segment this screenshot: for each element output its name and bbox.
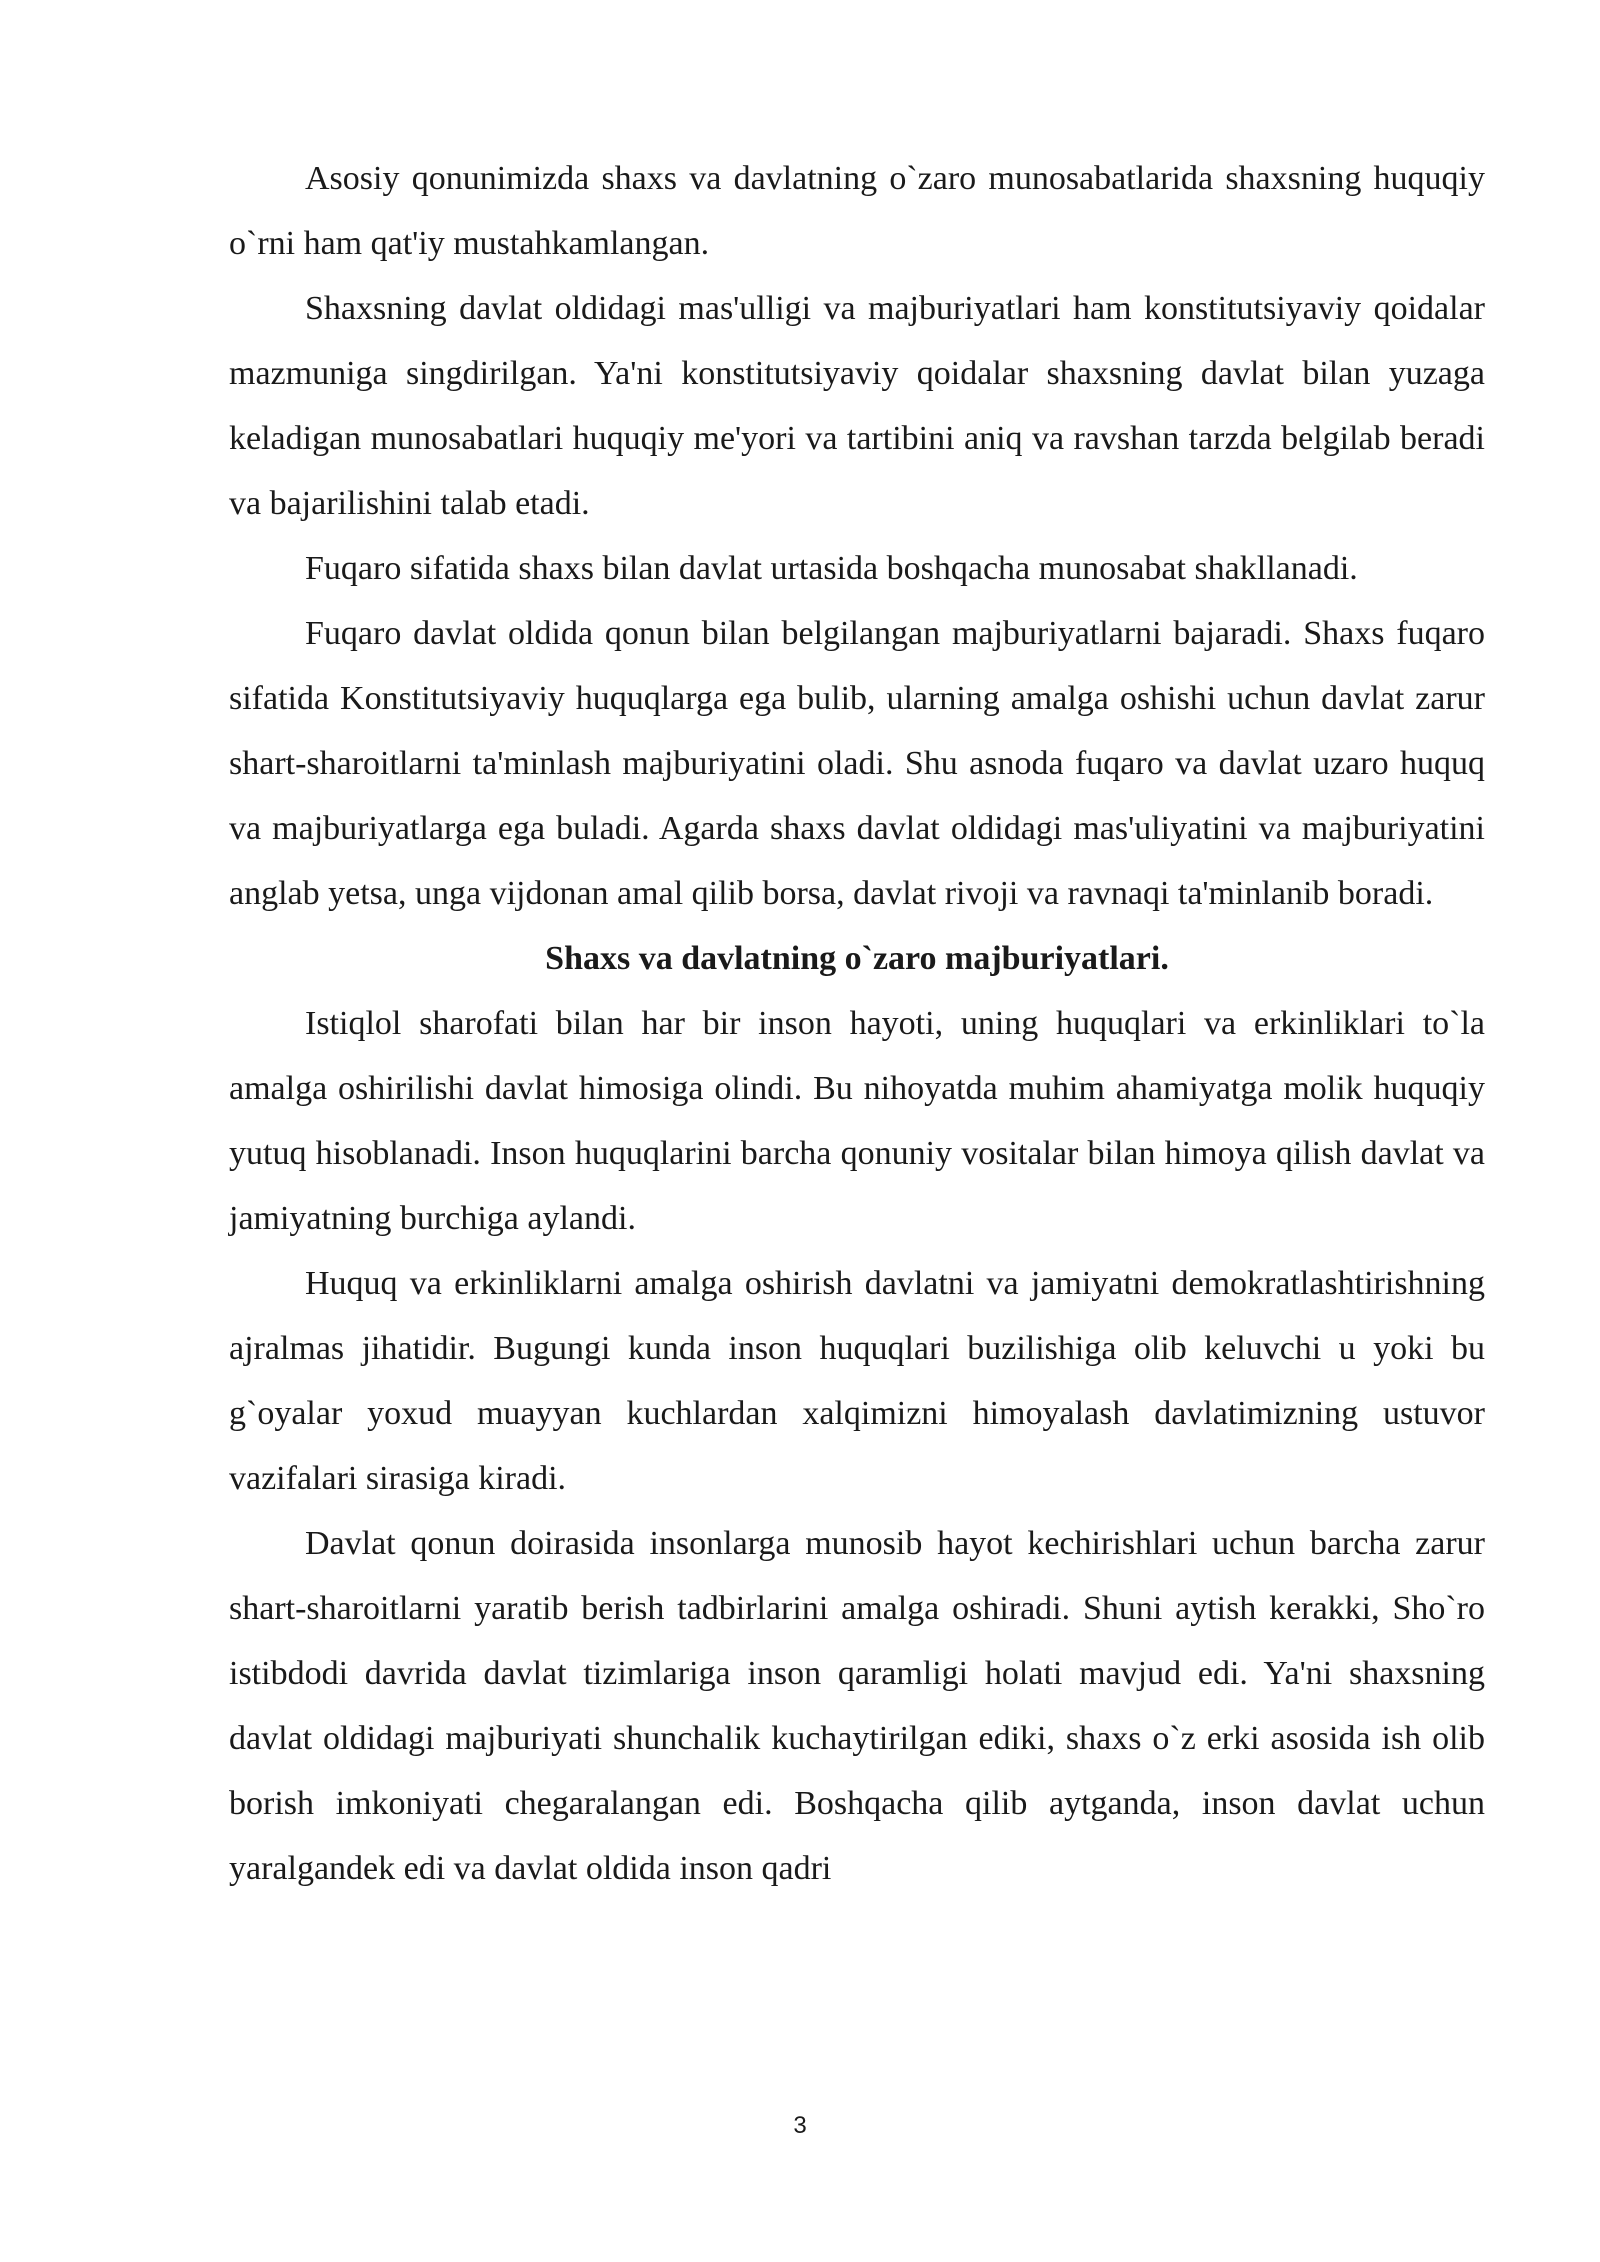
paragraph-5: Istiqlol sharofati bilan har bir inson hayoti, uning huquqlari va erkinliklari to`la amalga oshirilishi davlat himosiga olindi. Bu nihoyatda muhim ahamiyatga molik huquqiy yutuq hisoblanadi. Inson huquqlarini barcha qonuniy vositalar bilan himoya qilish davlat va jamiyatning burchiga aylandi.	[229, 1005, 1485, 1237]
document-body	[229, 146, 1485, 1901]
paragraph-4: Fuqaro davlat oldida qonun bilan belgilangan majburiyatlarni bajaradi. Shaxs fuqaro sifatida Konstitutsiyaviy huquqlarga ega bulib, ularning amalga oshishi uchun davlat zarur shart-sharoitlarni ta'minlash majburiyatini oladi. Shu asnoda fuqaro va davlat uzaro huquq va majburiyatlarga ega buladi. Agarda shaxs davlat oldidagi mas'uliyatini va majburiyatini anglab yetsa, unga vijdonan amal qilib borsa, davlat rivoji va ravnaqi ta'minlanib boradi.	[229, 615, 1485, 912]
paragraph-1: Asosiy qonunimizda shaxs va davlatning o`zaro munosabatlarida shaxsning huquqiy o`rni ham qat'iy mustahkamlangan.	[229, 160, 1485, 262]
paragraph-6: Huquq va erkinliklarni amalga oshirish davlatni va jamiyatni demokratlashtirishning ajralmas jihatidir. Bugungi kunda inson huquqlari buzilishiga olib keluvchi u yoki bu g`oyalar yoxud muayyan kuchlardan xalqimizni himoyalash davlatimizning ustuvor vazifalari sirasiga kiradi.	[229, 1265, 1485, 1497]
paragraph-2: Shaxsning davlat oldidagi mas'ulligi va majburiyatlari ham konstitutsiyaviy qoidalar mazmuniga singdirilgan. Ya'ni konstitutsiyaviy qoidalar shaxsning davlat bilan yuzaga keladigan munosabatlari huquqiy me'yori va tartibini aniq va ravshan tarzda belgilab beradi va bajarilishini talab etadi.	[229, 290, 1485, 522]
paragraph-3: Fuqaro sifatida shaxs bilan davlat urtasida boshqacha munosabat shakllanadi.	[305, 550, 1358, 587]
page-number: 3	[793, 2112, 807, 2139]
section-heading: Shaxs va davlatning o`zaro majburiyatlari.	[545, 940, 1169, 977]
paragraph-7: Davlat qonun doirasida insonlarga munosib hayot kechirishlari uchun barcha zarur shart-sharoitlarni yaratib berish tadbirlarini amalga oshiradi. Shuni aytish kerakki, Sho`ro istibdodi davrida davlat tizimlariga inson qaramligi holati mavjud edi. Ya'ni shaxsning davlat oldidagi majburiyati shunchalik kuchaytirilgan ediki, shaxs o`z erki asosida ish olib borish imkoniyati chegaralangan edi. Boshqacha qilib aytganda, inson davlat uchun yaralgandek edi va davlat oldida inson qadri	[229, 1525, 1485, 1887]
